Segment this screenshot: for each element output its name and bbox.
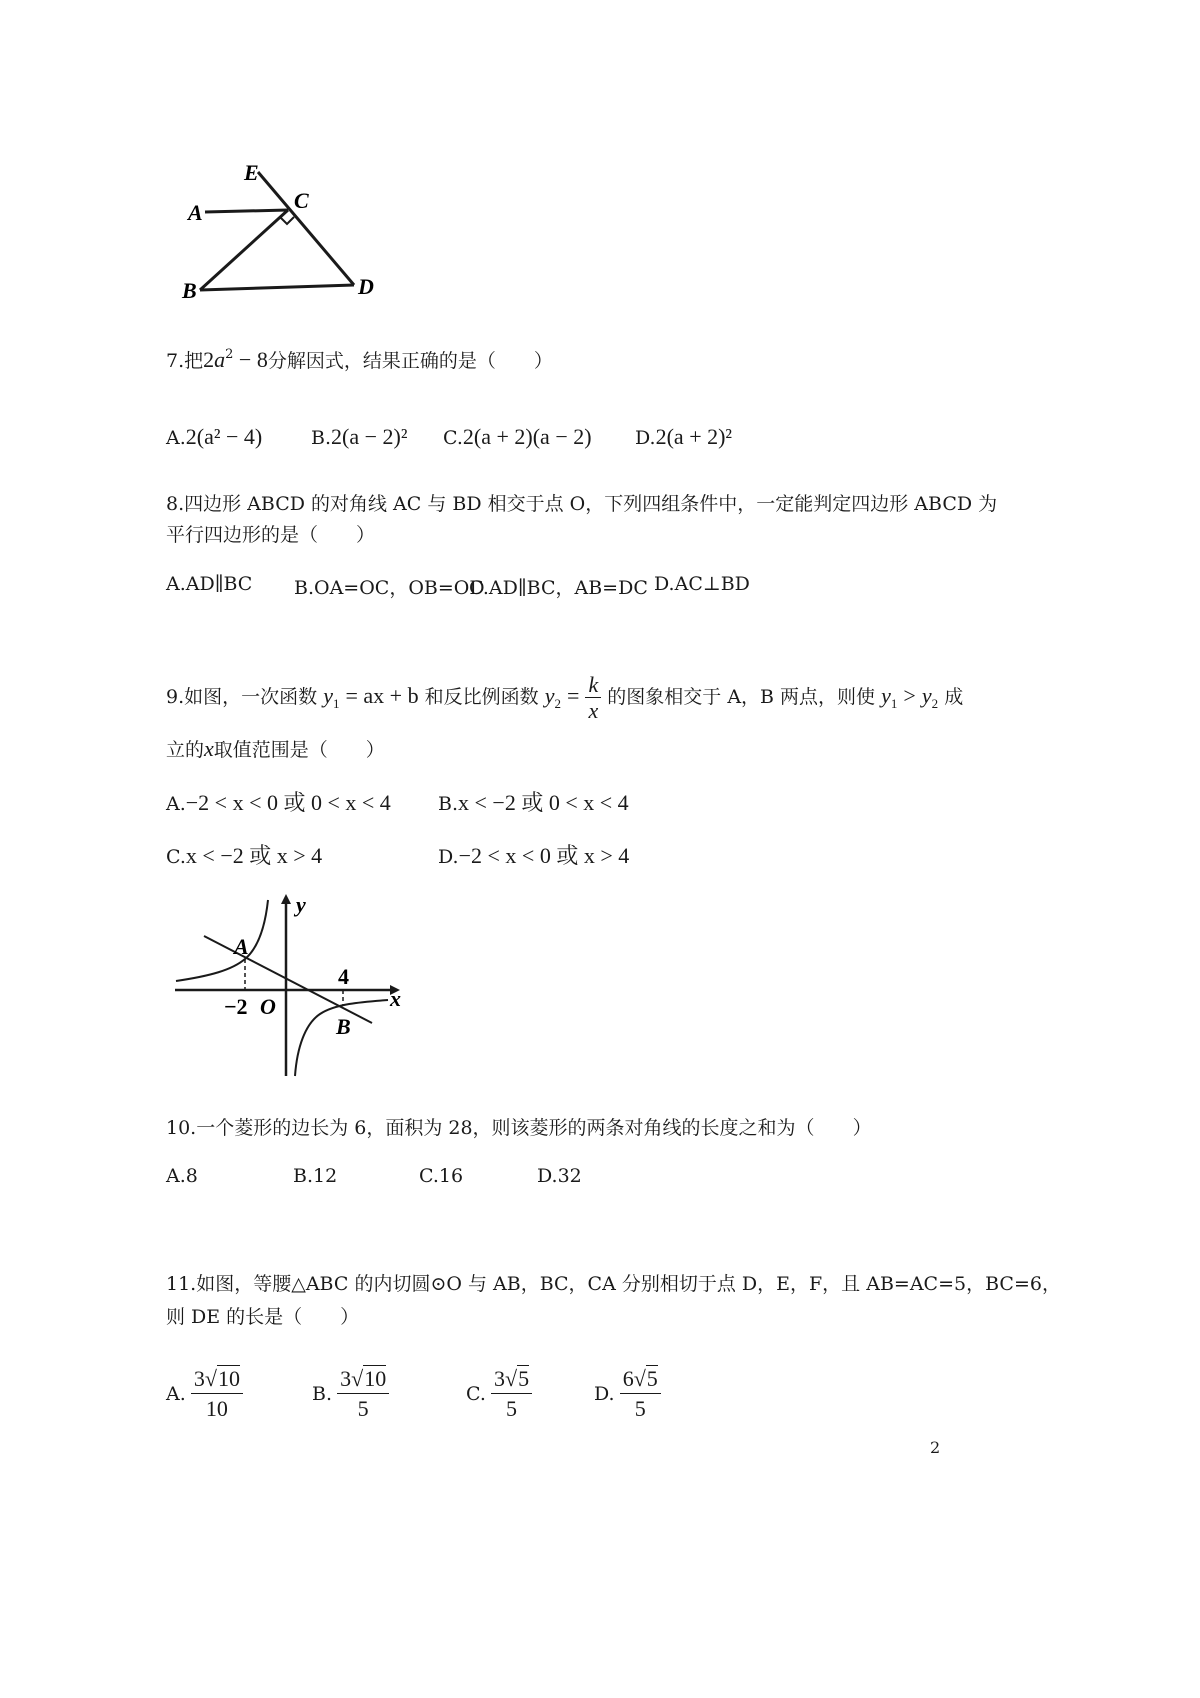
label-A: A: [188, 200, 203, 225]
q8-stem-line1: 8.四边形 ABCD 的对角线 AC 与 BD 相交于点 O，下列四组条件中，一定能判定四边形 ABCD 为: [166, 493, 998, 515]
q10-option-b[interactable]: B.12: [293, 1165, 338, 1187]
q7-option-c[interactable]: C.2(a + 2)(a − 2): [443, 424, 592, 449]
q7-stem: 7.把$2a^2 - 8$分解因式，结果正确的是（ ）: [166, 347, 553, 372]
graph-label-O: O: [260, 994, 276, 1019]
graph-label-x: x: [390, 986, 401, 1011]
q8-option-d[interactable]: D.AC⊥BD: [654, 573, 750, 595]
q9-option-d[interactable]: D.−2 < x < 0 或 x > 4: [438, 843, 630, 868]
q8-option-a[interactable]: A.AD∥BC: [166, 573, 253, 595]
graph-label-y: y: [296, 892, 306, 917]
label-E: E: [244, 160, 259, 185]
q7-option-b[interactable]: B.2(a − 2)²: [311, 424, 408, 449]
q10-option-a[interactable]: A.8: [166, 1165, 198, 1187]
q9-stem-line1: 9.如图，一次函数 $y_1$ = ax + b 和反比例函数 $y_2$ = $\frac{k}{x}$ 的图象相交于 A，B 两点，则使 $y_1 > y_2$ 成: [166, 672, 964, 723]
q9-stem-line2: 立的x取值范围是（ ）: [166, 736, 385, 761]
q9-option-b[interactable]: B.x < −2 或 0 < x < 4: [438, 790, 629, 815]
q9-fraction: $\frac{k}{x}$: [585, 674, 601, 722]
q9-option-a[interactable]: A.−2 < x < 0 或 0 < x < 4: [166, 790, 391, 815]
q11-option-a[interactable]: A. $\frac{3√10}{10}$: [166, 1366, 243, 1422]
q8-stem-line2: 平行四边形的是（ ）: [166, 524, 376, 546]
q7-option-d[interactable]: D.2(a + 2)²: [635, 424, 733, 449]
q10-option-c[interactable]: C.16: [419, 1165, 464, 1187]
q8-option-c[interactable]: C.AD∥BC，AB=DC: [469, 577, 648, 599]
q11-option-c[interactable]: C. $\frac{3√5}{5}$: [466, 1366, 532, 1422]
q9-option-c[interactable]: C.x < −2 或 x > 4: [166, 843, 323, 868]
q11-option-b[interactable]: B. $\frac{3√10}{5}$: [312, 1366, 389, 1422]
label-C: C: [294, 188, 309, 213]
q11-stem-line2: 则 DE 的长是（ ）: [166, 1306, 360, 1328]
q10-stem: 10.一个菱形的边长为 6，面积为 28，则该菱形的两条对角线的长度之和为（ ）: [166, 1117, 872, 1139]
page-number: 2: [930, 1438, 941, 1457]
graph-tick-4: 4: [338, 964, 349, 989]
q11-stem-line1: 11.如图，等腰△ABC 的内切圆⊙O 与 AB，BC，CA 分别相切于点 D，E，F，且 AB=AC=5，BC=6，: [166, 1273, 1061, 1295]
q7-option-a[interactable]: A.2(a² − 4): [166, 424, 263, 449]
label-D: D: [358, 274, 374, 299]
graph-label-B: B: [336, 1014, 351, 1039]
function-graph: [170, 888, 410, 1078]
triangle-figure: [180, 160, 400, 310]
label-B: B: [182, 278, 197, 303]
graph-tick-neg2: −2: [224, 994, 248, 1019]
q8-option-b[interactable]: B.OA=OC，OB=OD: [294, 577, 485, 599]
graph-label-A: A: [234, 934, 249, 959]
q11-option-d[interactable]: D. $\frac{6√5}{5}$: [594, 1366, 661, 1422]
q10-option-d[interactable]: D.32: [537, 1165, 582, 1187]
